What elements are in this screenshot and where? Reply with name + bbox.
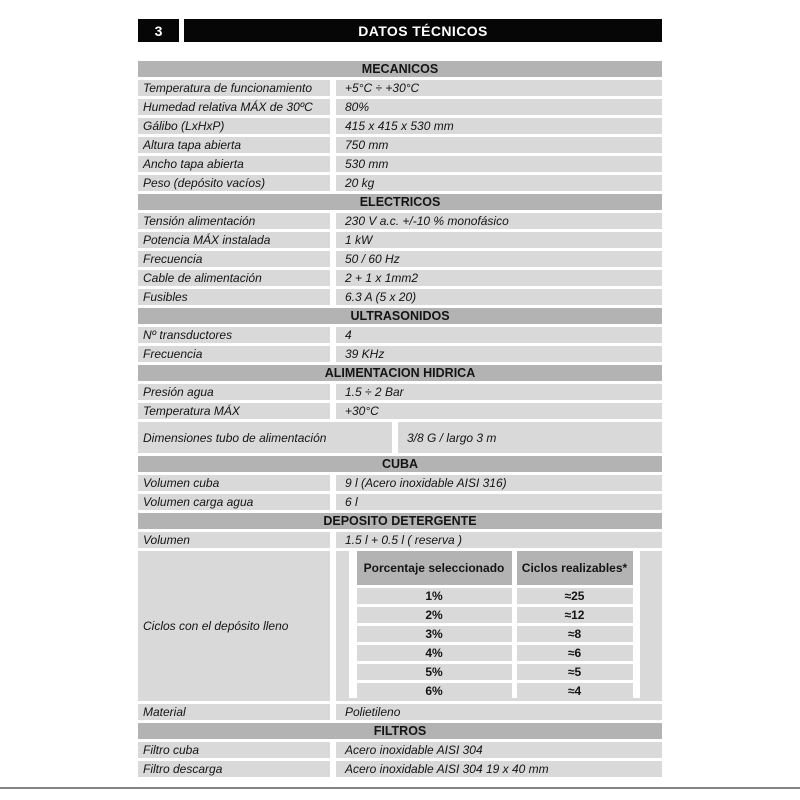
cycles-cell-count: ≈12 — [517, 607, 633, 623]
cycles-table-frame — [349, 551, 640, 698]
spec-row-ciclos-con-el-depo-sito-lleno — [138, 551, 662, 701]
cycles-cell-percentage: 3% — [357, 626, 512, 642]
section-header-alimentacion-hidrica: ALIMENTACION HIDRICA — [138, 365, 662, 381]
spec-value: 80% — [336, 99, 662, 115]
spec-value: 230 V a.c. +/-10 % monofásico — [336, 213, 662, 229]
spec-label: Temperatura MÁX — [138, 403, 330, 419]
spec-label: Ciclos con el depósito lleno — [138, 551, 330, 701]
spec-row-presio-n-agua — [138, 384, 662, 400]
spec-label: Humedad relativa MÁX de 30ºC — [138, 99, 330, 115]
spec-label: Temperatura de funcionamiento — [138, 80, 330, 96]
cycles-cell-percentage: 2% — [357, 607, 512, 623]
spec-row-volumen-carga-agua — [138, 494, 662, 510]
spec-row-material — [138, 704, 662, 720]
spec-row-filtro-cuba — [138, 742, 662, 758]
section-header-ultrasonidos: ULTRASONIDOS — [138, 308, 662, 324]
cycles-cell-percentage: 4% — [357, 645, 512, 661]
footer-rule — [0, 787, 800, 789]
spec-label: Filtro descarga — [138, 761, 330, 777]
cycles-header-row — [357, 551, 633, 585]
spec-label: Material — [138, 704, 330, 720]
spec-row-peso-depo-sito-vaci-os — [138, 175, 662, 191]
section-header-filtros: FILTROS — [138, 723, 662, 739]
spec-row-frecuencia — [138, 251, 662, 267]
cycles-data-row — [357, 607, 633, 623]
spec-value: 6 l — [336, 494, 662, 510]
spec-label: Tensión alimentación — [138, 213, 330, 229]
spec-row-ga-libo-lxhxp — [138, 118, 662, 134]
spec-label: Volumen — [138, 532, 330, 548]
cycles-cell-count: ≈5 — [517, 664, 633, 680]
spec-value: 9 l (Acero inoxidable AISI 316) — [336, 475, 662, 491]
document-header — [138, 19, 662, 42]
spec-value: 4 — [336, 327, 662, 343]
spec-row-fusibles — [138, 289, 662, 305]
spec-row-humedad-relativa-ma-x-de-30-c — [138, 99, 662, 115]
spec-label: Potencia MÁX instalada — [138, 232, 330, 248]
spec-value: 415 x 415 x 530 mm — [336, 118, 662, 134]
spec-row-temperatura-de-funcionamiento — [138, 80, 662, 96]
cycles-data-row — [357, 588, 633, 604]
spec-row-dimensiones-tubo-de-alimentacio-n — [138, 422, 662, 453]
spec-value: 1.5 ÷ 2 Bar — [336, 384, 662, 400]
spec-label: Gálibo (LxHxP) — [138, 118, 330, 134]
spec-value: 2 + 1 x 1mm2 — [336, 270, 662, 286]
cycles-data-row — [357, 664, 633, 680]
spec-row-temperatura-ma-x — [138, 403, 662, 419]
spec-row-filtro-descarga — [138, 761, 662, 777]
spec-value: +30°C — [336, 403, 662, 419]
cycles-data-row — [357, 683, 633, 699]
spec-label: Dimensiones tubo de alimentación — [138, 422, 392, 453]
spec-value: 6.3 A (5 x 20) — [336, 289, 662, 305]
chapter-number: 3 — [138, 19, 179, 42]
cycles-cell-percentage: 1% — [357, 588, 512, 604]
spec-row-n-transductores — [138, 327, 662, 343]
spec-value: Polietileno — [336, 704, 662, 720]
spec-label: Nº transductores — [138, 327, 330, 343]
spec-label: Presión agua — [138, 384, 330, 400]
spec-value: 3/8 G / largo 3 m — [398, 422, 662, 453]
spec-row-frecuencia — [138, 346, 662, 362]
cycles-cell-count: ≈8 — [517, 626, 633, 642]
spec-row-volumen — [138, 532, 662, 548]
spec-value: 50 / 60 Hz — [336, 251, 662, 267]
cycles-col-header-percentage: Porcentaje seleccionado — [357, 551, 512, 585]
spec-value: +5°C ÷ +30°C — [336, 80, 662, 96]
spec-label: Volumen carga agua — [138, 494, 330, 510]
cycles-cell-count: ≈25 — [517, 588, 633, 604]
section-header-electricos: ELECTRICOS — [138, 194, 662, 210]
spec-row-potencia-ma-x-instalada — [138, 232, 662, 248]
spec-value: 1.5 l + 0.5 l ( reserva ) — [336, 532, 662, 548]
cycles-cell-count: ≈6 — [517, 645, 633, 661]
spec-value-area — [336, 551, 662, 701]
spec-label: Filtro cuba — [138, 742, 330, 758]
spec-value: 39 KHz — [336, 346, 662, 362]
spec-value: 1 kW — [336, 232, 662, 248]
spec-label: Peso (depósito vacíos) — [138, 175, 330, 191]
cycles-table — [357, 551, 633, 699]
spec-label: Volumen cuba — [138, 475, 330, 491]
spec-row-cable-de-alimentacio-n — [138, 270, 662, 286]
spec-value: 750 mm — [336, 137, 662, 153]
cycles-col-header-cycles: Ciclos realizables* — [517, 551, 633, 585]
page-title: DATOS TÉCNICOS — [184, 19, 662, 42]
spec-label: Fusibles — [138, 289, 330, 305]
spec-value: Acero inoxidable AISI 304 19 x 40 mm — [336, 761, 662, 777]
technical-data-table — [138, 61, 662, 777]
spec-value: 530 mm — [336, 156, 662, 172]
spec-label: Ancho tapa abierta — [138, 156, 330, 172]
spec-label: Cable de alimentación — [138, 270, 330, 286]
cycles-cell-count: ≈4 — [517, 683, 633, 699]
cycles-cell-percentage: 6% — [357, 683, 512, 699]
cycles-data-row — [357, 626, 633, 642]
spec-value: Acero inoxidable AISI 304 — [336, 742, 662, 758]
spec-label: Frecuencia — [138, 346, 330, 362]
spec-label: Frecuencia — [138, 251, 330, 267]
spec-row-tensio-n-alimentacio-n — [138, 213, 662, 229]
section-header-deposito-detergente: DEPOSITO DETERGENTE — [138, 513, 662, 529]
section-header-cuba: CUBA — [138, 456, 662, 472]
cycles-data-row — [357, 645, 633, 661]
spec-value: 20 kg — [336, 175, 662, 191]
spec-row-altura-tapa-abierta — [138, 137, 662, 153]
spec-row-ancho-tapa-abierta — [138, 156, 662, 172]
spec-row-volumen-cuba — [138, 475, 662, 491]
section-header-mecanicos: MECANICOS — [138, 61, 662, 77]
cycles-cell-percentage: 5% — [357, 664, 512, 680]
spec-label: Altura tapa abierta — [138, 137, 330, 153]
